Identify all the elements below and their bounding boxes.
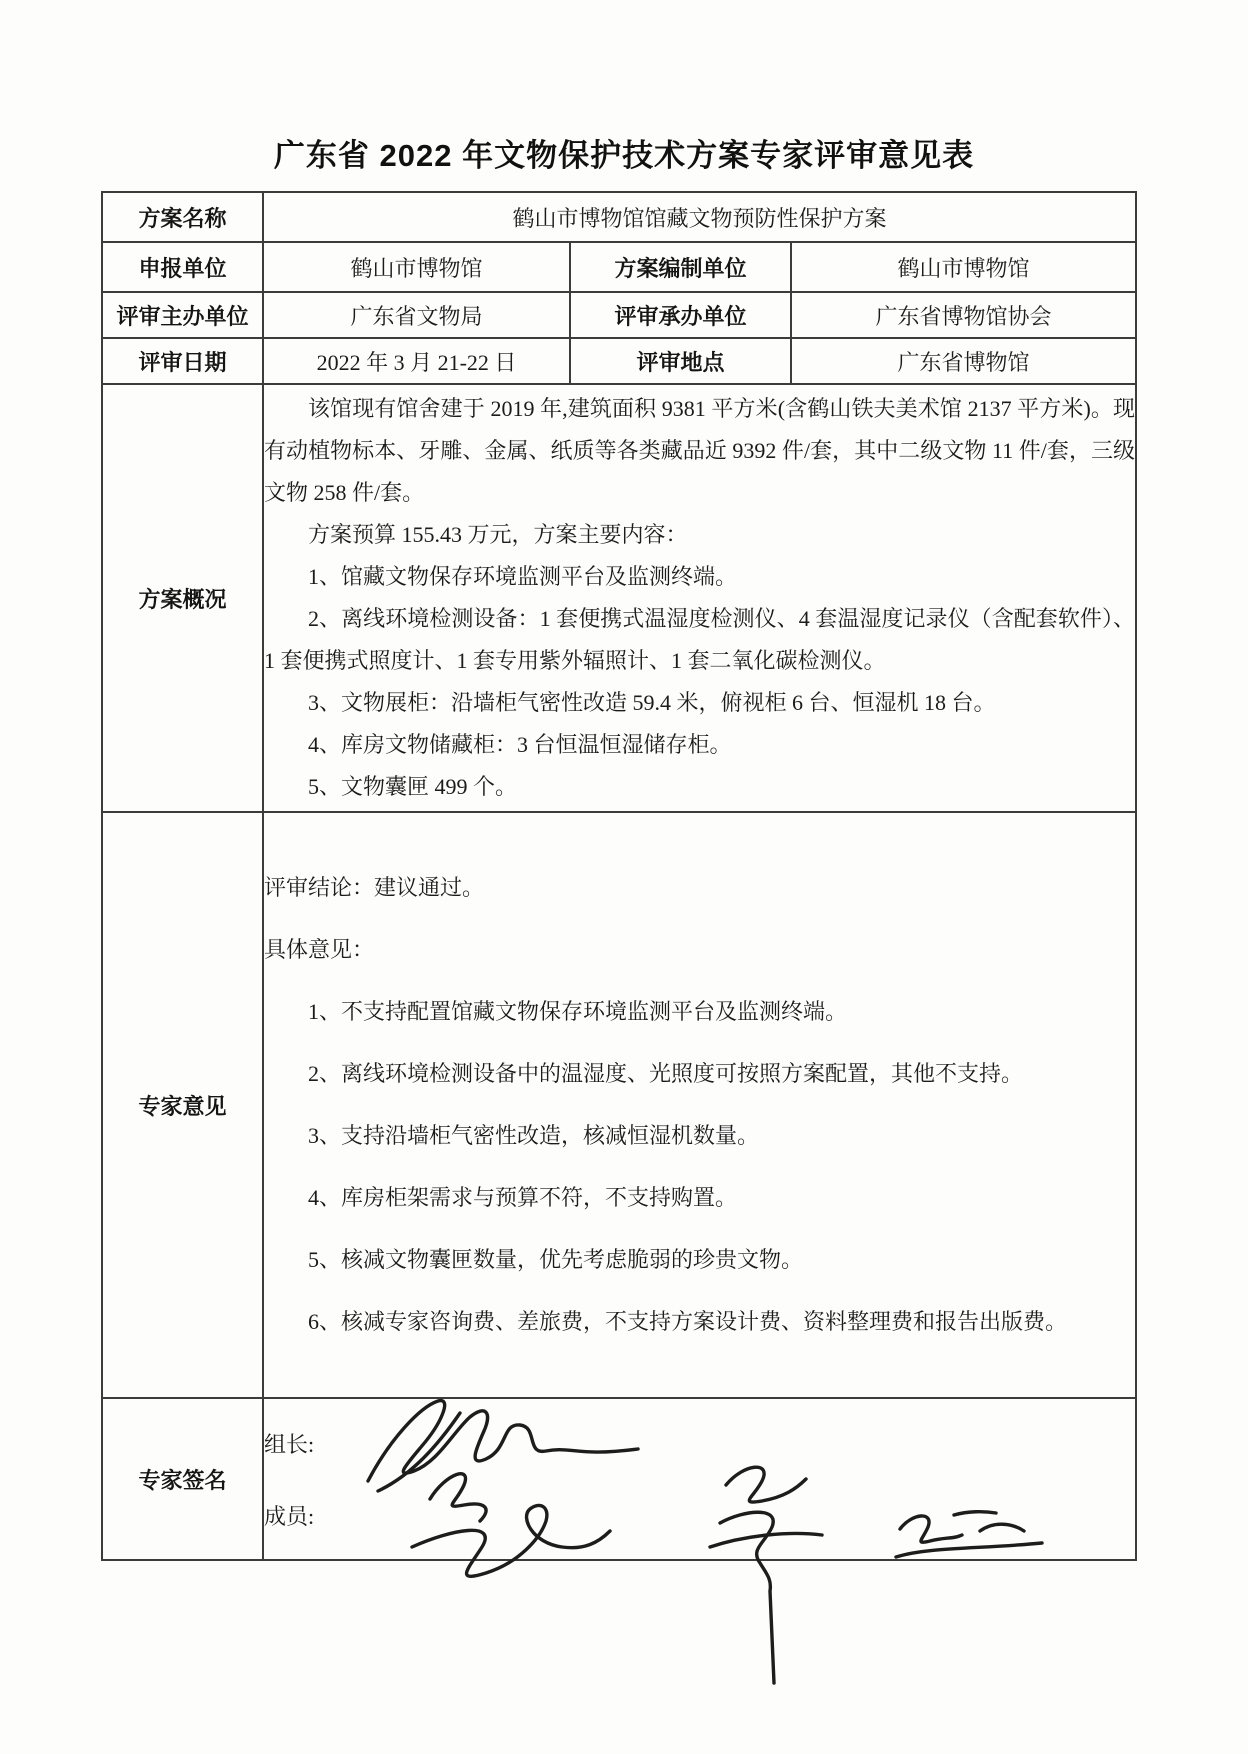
overview-content xyxy=(263,384,1136,812)
members-signature-line xyxy=(264,1479,1135,1551)
review-host-value: 广东省文物局 xyxy=(263,292,570,338)
overview-paragraph: 方案预算 155.43 万元，方案主要内容： xyxy=(308,522,688,547)
plan-name-value: 鹤山市博物馆馆藏文物预防性保护方案 xyxy=(263,192,1136,242)
overview-paragraph: 3、文物展柜：沿墙柜气密性改造 59.4 米，俯视柜 6 台、恒湿机 18 台。 xyxy=(308,690,996,715)
opinion-item: 5、核减文物囊匣数量，优先考虑脆弱的珍贵文物。 xyxy=(308,1247,804,1272)
opinion-detail-heading: 具体意见： xyxy=(264,937,375,962)
leader-label: 组长: xyxy=(264,1431,315,1457)
opinion-item: 2、离线环境检测设备中的温湿度、光照度可按照方案配置，其他不支持。 xyxy=(308,1061,1024,1086)
review-date-value: 2022 年 3 月 21-22 日 xyxy=(263,338,570,384)
review-location-value: 广东省博物馆 xyxy=(791,338,1136,384)
review-form-table xyxy=(101,191,1137,1561)
plan-compiler-label: 方案编制单位 xyxy=(570,242,791,292)
overview-label: 方案概况 xyxy=(102,384,263,812)
overview-paragraph: 2、离线环境检测设备：1 套便携式温湿度检测仪、4 套温湿度记录仪（含配套软件）、1 套便携式照度计、1 套专用紫外辐照计、1 套二氧化碳检测仪。 xyxy=(264,606,1136,673)
overview-paragraph: 4、库房文物储藏柜：3 台恒温恒湿储存柜。 xyxy=(308,732,732,757)
opinion-conclusion: 评审结论：建议通过。 xyxy=(264,875,485,900)
members-label: 成员: xyxy=(264,1503,315,1529)
review-location-label: 评审地点 xyxy=(570,338,791,384)
plan-name-label: 方案名称 xyxy=(102,192,263,242)
opinion-item: 3、支持沿墙柜气密性改造，核减恒湿机数量。 xyxy=(308,1123,760,1148)
opinion-item: 4、库房柜架需求与预算不符，不支持购置。 xyxy=(308,1185,738,1210)
opinion-label: 专家意见 xyxy=(102,812,263,1398)
signature-content xyxy=(263,1398,1136,1560)
plan-compiler-value: 鹤山市博物馆 xyxy=(791,242,1136,292)
review-organizer-value: 广东省博物馆协会 xyxy=(791,292,1136,338)
opinion-item: 6、核减专家咨询费、差旅费，不支持方案设计费、资料整理费和报告出版费。 xyxy=(308,1309,1068,1334)
opinion-content xyxy=(263,812,1136,1398)
overview-paragraph: 该馆现有馆舍建于 2019 年,建筑面积 9381 平方米(含鹤山铁夫美术馆 2137 平方米)。现有动植物标本、牙雕、金属、纸质等各类藏品近 9392 件/套，其中二级文物 11 件/套，三级文物 258 件/套。 xyxy=(264,396,1136,505)
overview-paragraph: 1、馆藏文物保存环境监测平台及监测终端。 xyxy=(308,564,738,589)
leader-signature-line xyxy=(264,1407,1135,1479)
review-organizer-label: 评审承办单位 xyxy=(570,292,791,338)
page-title: 广东省 2022 年文物保护技术方案专家评审意见表 xyxy=(273,138,975,173)
overview-paragraph: 5、文物囊匣 499 个。 xyxy=(308,774,518,799)
signature-label: 专家签名 xyxy=(102,1398,263,1560)
applicant-label: 申报单位 xyxy=(102,242,263,292)
review-host-label: 评审主办单位 xyxy=(102,292,263,338)
applicant-value: 鹤山市博物馆 xyxy=(263,242,570,292)
opinion-item: 1、不支持配置馆藏文物保存环境监测平台及监测终端。 xyxy=(308,999,848,1024)
review-date-label: 评审日期 xyxy=(102,338,263,384)
